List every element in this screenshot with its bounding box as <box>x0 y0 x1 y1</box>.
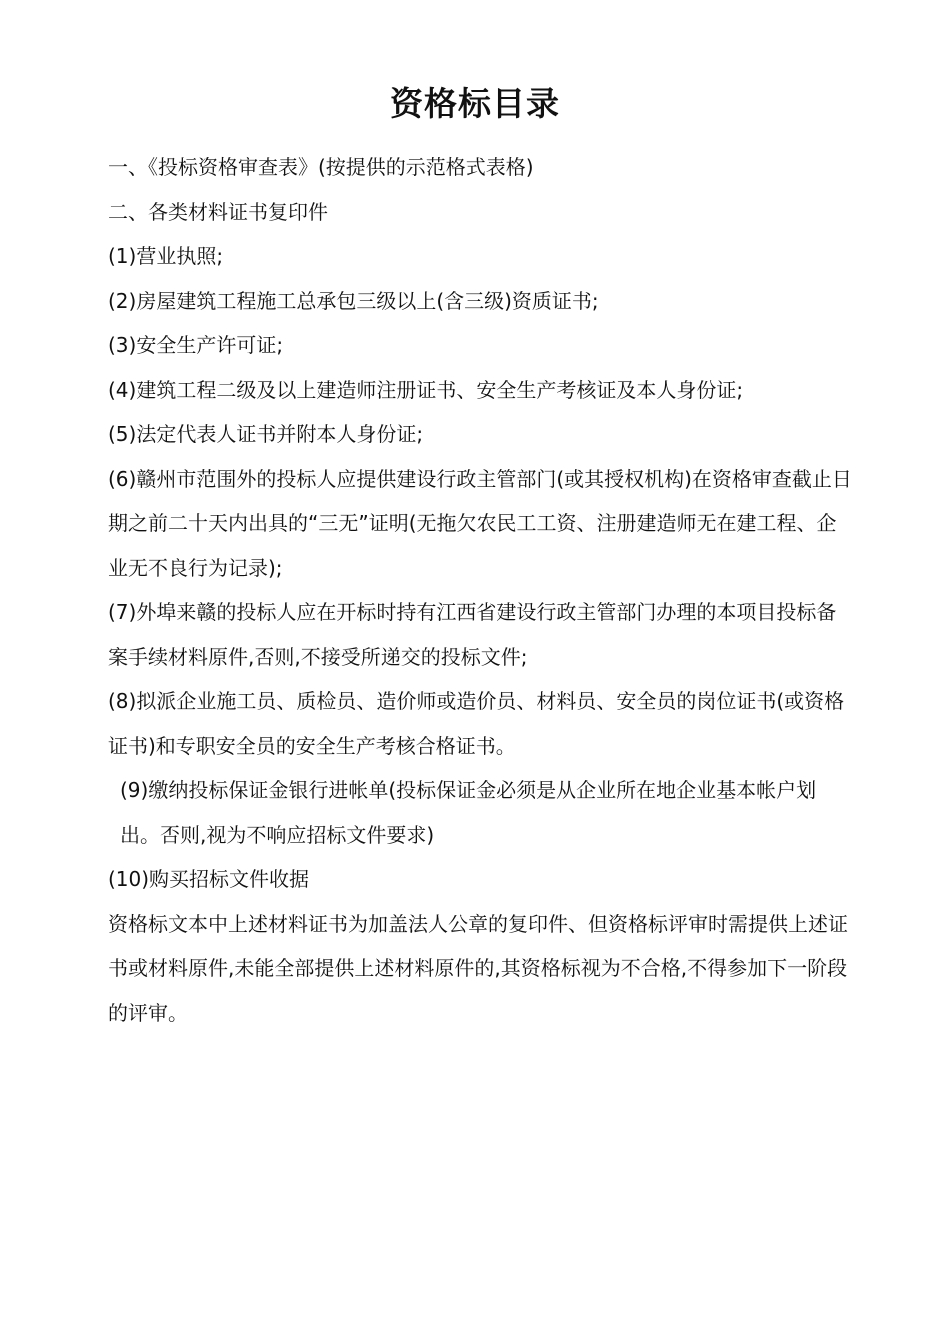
document-title: 资格标目录 <box>390 84 560 123</box>
item-2-qualification-certificate: (2)房屋建筑工程施工总承包三级以上(含三级)资质证书; <box>108 288 599 313</box>
item-3-safety-permit: (3)安全生产许可证; <box>108 333 284 357</box>
section-2-certificate-copies: 二、各类材料证书复印件 <box>108 199 328 224</box>
closing-note: 资格标文本中上述材料证书为加盖法人公章的复印件、但资格标评审时需提供上述证书或材料原件,未能全部提供上述材料原件的,其资格标视为不合格,不得参加下一阶段的评审。 <box>108 911 848 1025</box>
item-5-legal-representative: (5)法定代表人证书并附本人身份证; <box>108 422 424 446</box>
item-7-filing-materials: (7)外埠来赣的投标人应在开标时持有江西省建设行政主管部门办理的本项目投标备案手续材料原件,否则,不接受所递交的投标文件; <box>108 600 837 669</box>
item-10-tender-purchase-receipt: (10)购买招标文件收据 <box>108 867 310 891</box>
item-1-business-license: (1)营业执照; <box>108 244 224 268</box>
item-8-position-certificates: (8)拟派企业施工员、质检员、造价师或造价员、材料员、安全员的岗位证书(或资格证书)和专职安全员的安全生产考核合格证书。 <box>108 689 845 758</box>
item-6-three-no-certificate: (6)赣州市范围外的投标人应提供建设行政主管部门(或其授权机构)在资格审查截止日期之前二十天内出具的“三无”证明(无拖欠农民工工资、注册建造师无在建工程、企业无不良行为记录); <box>108 466 852 580</box>
section-1-qualification-form: 一、《投标资格审查表》(按提供的示范格式表格) <box>108 155 534 179</box>
document-body <box>108 145 856 1035</box>
item-4-constructor-certificate: (4)建筑工程二级及以上建造师注册证书、安全生产考核证及本人身份证; <box>108 377 744 402</box>
item-9-bid-bond-receipt: (9)缴纳投标保证金银行进帐单(投标保证金必须是从企业所在地企业基本帐户划出。否则,视为不响应招标文件要求) <box>120 778 817 847</box>
